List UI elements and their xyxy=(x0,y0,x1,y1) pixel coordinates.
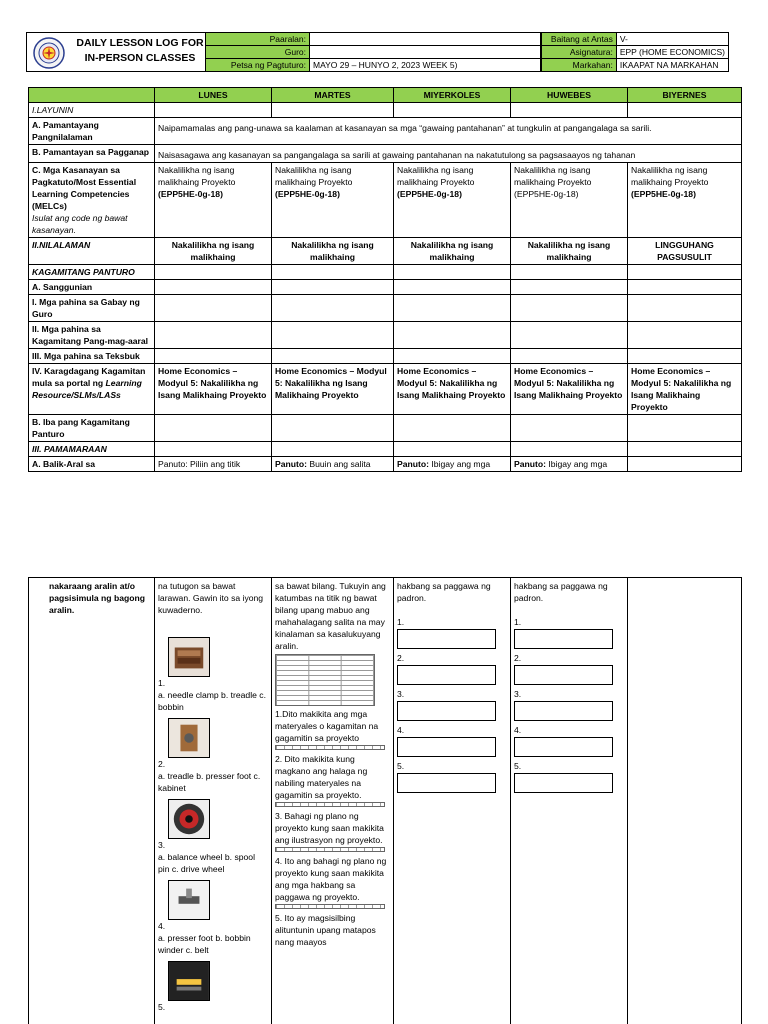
pamantayan-pagganap-text: Naisasagawa ang kasanayan sa pangangalaga sa sarili at gawaing pantahanan na nakatutulong sa pagsasaayos ng tahanan xyxy=(155,145,742,163)
asignatura-value: EPP (HOME ECONOMICS) xyxy=(616,46,728,59)
petsa-label: Petsa ng Pagtuturo: xyxy=(206,59,310,72)
kagamitan-label: KAGAMITANG PANTURO xyxy=(29,265,155,280)
kasanayan-code: (EPP5HE-0g-18) xyxy=(514,189,579,199)
guro-label: Guro: xyxy=(206,46,310,59)
miyerkoles-answer-box-5[interactable] xyxy=(397,773,496,793)
day-header-row xyxy=(29,88,742,103)
kasanayan-lunes xyxy=(155,163,272,238)
teksbuk-row xyxy=(29,349,742,364)
baitang-value: V- xyxy=(616,33,728,46)
panuto-word: Panuto: xyxy=(397,459,429,469)
kasanayan-code: (EPP5HE-0g-18) xyxy=(275,189,340,199)
huwebes-step-4-number: 4. xyxy=(514,725,522,735)
iba-pang-label: B. Iba pang Kagamitang Panturo xyxy=(29,415,155,442)
treadle-image-icon xyxy=(168,718,210,758)
nilalaman-label: II.NILALAMAN xyxy=(29,238,155,265)
answer-strip-2-icon xyxy=(275,802,385,807)
karagdagang-label-italic: Learning Resource/SLMs/LASs xyxy=(32,378,142,400)
guro-value xyxy=(310,46,541,59)
kasanayan-text: Nakalilikha ng isang malikhaing Proyekto xyxy=(275,165,353,187)
huwebes-answer-box-3[interactable] xyxy=(514,701,613,721)
answer-strip-1-icon xyxy=(275,745,385,750)
q1-number: 1. xyxy=(158,678,166,688)
panuto-word: Panuto: xyxy=(514,459,546,469)
martes-item-1: 1.Dito makikita ang mga materyales o kagamitan na gagamitin sa proyekto xyxy=(275,709,379,743)
layunin-row xyxy=(29,103,742,118)
balik-miyerkoles xyxy=(394,457,511,472)
biyernes-cell xyxy=(628,578,742,1024)
nilalaman-biyernes: LINGGUHANG PAGSUSULIT xyxy=(628,238,742,265)
petsa-value: MAYO 29 – HUNYO 2, 2023 WEEK 5) xyxy=(310,59,541,72)
panuto-text: Ibigay ang mga xyxy=(545,459,608,469)
day-header-huwebes: HUWEBES xyxy=(511,88,628,103)
balik-aral-row xyxy=(29,457,742,472)
title-line-1: DAILY LESSON LOG FOR xyxy=(76,37,204,49)
karagdagang-biyernes: Home Economics – Modyul 5: Nakalilikha ng Isang Malikhaing Proyekto xyxy=(628,364,742,415)
pamamaraan-label: III. PAMAMARAAN xyxy=(29,442,155,457)
day-header-lunes: LUNES xyxy=(155,88,272,103)
martes-puzzle-cell xyxy=(272,578,394,1024)
kasanayan-note: Isulat ang code ng bawat kasanayan. xyxy=(32,213,128,235)
balik-biyernes xyxy=(628,457,742,472)
balik-aral-label-cont: nakaraang aralin at/o pagsisimula ng bagong aralin. xyxy=(29,578,155,1024)
kasanayan-label-cell xyxy=(29,163,155,238)
kagamitang-mag-aaral-row xyxy=(29,322,742,349)
huwebes-step-3-number: 3. xyxy=(514,689,522,699)
pamantayan-pagganap-row xyxy=(29,145,742,163)
balik-martes xyxy=(272,457,394,472)
lesson-log-title xyxy=(73,36,207,66)
huwebes-answer-box-5[interactable] xyxy=(514,773,613,793)
needle-clamp-image-icon xyxy=(168,637,210,677)
kasanayan-text: Nakalilikha ng isang malikhaing Proyekto xyxy=(514,165,592,187)
sanggunian-label: A. Sanggunian xyxy=(29,280,155,295)
panuto-word: Panuto: xyxy=(275,459,307,469)
panuto-word: Panuto: xyxy=(158,459,188,469)
balik-aral-label: A. Balik-Aral sa xyxy=(29,457,155,472)
martes-item-3: 3. Bahagi ng plano ng proyekto kung saan makikita ang ilustrasyon ng proyekto. xyxy=(275,811,384,845)
kasanayan-huwebes xyxy=(511,163,628,238)
markahan-value: IKAAPAT NA MARKAHAN xyxy=(616,59,728,72)
teksbuk-label: III. Mga pahina sa Teksbuk xyxy=(29,349,155,364)
huwebes-steps-cell xyxy=(511,578,628,1024)
lesson-log-continued-table xyxy=(28,577,742,1024)
paaralan-value xyxy=(310,33,541,46)
huwebes-intro: hakbang sa paggawa ng padron. xyxy=(514,581,608,603)
huwebes-step-5-number: 5. xyxy=(514,761,522,771)
kasanayan-miyerkoles xyxy=(394,163,511,238)
iba-pang-row xyxy=(29,415,742,442)
huwebes-step-2-number: 2. xyxy=(514,653,522,663)
balik-lunes xyxy=(155,457,272,472)
kasanayan-text: Nakalilikha ng isang malikhaing Proyekto xyxy=(397,165,475,187)
kasanayan-code: (EPP5HE-0g-18) xyxy=(397,189,462,199)
miyerkoles-step-5-number: 5. xyxy=(397,761,405,771)
miyerkoles-step-2-number: 2. xyxy=(397,653,405,663)
kasanayan-code: (EPP5HE-0g-18) xyxy=(158,189,223,199)
miyerkoles-answer-box-2[interactable] xyxy=(397,665,496,685)
kagamitang-mag-aaral-label: II. Mga pahina sa Kagamitang Pang-mag-aaral xyxy=(29,322,155,349)
pamantayan-pagganap-label: B. Pamantayan sa Pagganap xyxy=(29,145,155,163)
miyerkoles-step-3-number: 3. xyxy=(397,689,405,699)
panuto-text: Ibigay ang mga xyxy=(428,459,491,469)
day-header-miyerkoles: MIYERKOLES xyxy=(394,88,511,103)
nilalaman-martes: Nakalilikha ng isang malikhaing xyxy=(272,238,394,265)
nilalaman-huwebes: Nakalilikha ng isang malikhaing xyxy=(511,238,628,265)
miyerkoles-steps-cell xyxy=(394,578,511,1024)
markahan-label: Markahan: xyxy=(542,59,617,72)
panuto-text: Piliin ang titik xyxy=(187,459,241,469)
q4-choices: a. presser foot b. bobbin winder c. belt xyxy=(158,933,251,955)
panuto-text: Buuin ang salita xyxy=(306,459,371,469)
kagamitan-row xyxy=(29,265,742,280)
day-header-blank xyxy=(29,88,155,103)
karagdagang-miyerkoles: Home Economics – Modyul 5: Nakalilikha ng Isang Malikhaing Proyekto xyxy=(394,364,511,415)
kasanayan-text: Nakalilikha ng isang malikhaing Proyekto xyxy=(631,165,709,187)
martes-intro: sa bawat bilang. Tukuyin ang katumbas na titik ng bawat bilang upang mabuo ang mahahalagang salita na may kinalaman sa kasalukuyang aralin. xyxy=(275,581,386,651)
karagdagang-martes: Home Economics – Modyul 5: Nakalilikha ng Isang Malikhaing Proyekto xyxy=(272,364,394,415)
martes-item-4: 4. Ito ang bahagi ng plano ng proyekto kung saan makikita ang mga hakbang sa paggawa ng proyekto. xyxy=(275,856,387,902)
q3-number: 3. xyxy=(158,840,166,850)
bobbin-winder-image-icon xyxy=(168,961,210,1001)
pamantayang-nilalaman-row xyxy=(29,118,742,145)
balance-wheel-image-icon xyxy=(168,799,210,839)
miyerkoles-answer-box-1[interactable] xyxy=(397,629,496,649)
pamamaraan-row xyxy=(29,442,742,457)
miyerkoles-intro: hakbang sa paggawa ng padron. xyxy=(397,581,491,603)
header-title-box xyxy=(26,32,206,72)
baitang-label: Baitang at Antas xyxy=(542,33,617,46)
kasanayan-label: C. Mga Kasanayan sa Pagkatuto/Most Essential Learning Competencies (MELCs) xyxy=(32,165,137,211)
q2-choices: a. treadle b. presser foot c. kabinet xyxy=(158,771,261,793)
martes-item-5: 5. Ito ay magsisilbing alituntunin upang matapos nang maayos xyxy=(275,913,376,947)
letter-code-grid-icon xyxy=(275,654,375,706)
nilalaman-row xyxy=(29,238,742,265)
kasanayan-text: Nakalilikha ng isang malikhaing Proyekto xyxy=(158,165,236,187)
huwebes-answer-box-1[interactable] xyxy=(514,629,613,649)
lesson-log-table xyxy=(28,87,742,472)
karagdagang-label-cell xyxy=(29,364,155,415)
kasanayan-martes xyxy=(272,163,394,238)
q1-choices: a. needle clamp b. treadle c. bobbin xyxy=(158,690,266,712)
miyerkoles-answer-box-4[interactable] xyxy=(397,737,496,757)
martes-item-2: 2. Dito makikita kung magkano ang halaga ng nabiling materyales na gagamitin sa proyekto. xyxy=(275,754,368,800)
day-header-biyernes: BIYERNES xyxy=(628,88,742,103)
asignatura-label: Asignatura: xyxy=(542,46,617,59)
kasanayan-row xyxy=(29,163,742,238)
title-line-2: IN-PERSON CLASSES xyxy=(84,52,196,64)
deped-seal-icon xyxy=(33,37,65,69)
miyerkoles-step-1-number: 1. xyxy=(397,617,405,627)
pamantayang-nilalaman-label: A. Pamantayang Pangnilalaman xyxy=(29,118,155,145)
huwebes-step-1-number: 1. xyxy=(514,617,522,627)
huwebes-answer-box-2[interactable] xyxy=(514,665,613,685)
layunin-label: I.LAYUNIN xyxy=(29,103,155,118)
q5-number: 5. xyxy=(158,1002,166,1012)
answer-strip-3-icon xyxy=(275,847,385,852)
header-class-table xyxy=(541,32,729,72)
karagdagang-lunes: Home Economics – Modyul 5: Nakalilikha ng Isang Malikhaing Proyekto xyxy=(155,364,272,415)
q2-number: 2. xyxy=(158,759,166,769)
karagdagang-label: IV. Karagdagang Kagamitan mula sa portal ng xyxy=(32,366,146,388)
balik-aral-continued-row xyxy=(29,578,742,1024)
pamantayang-nilalaman-text: Naipamamalas ang pang-unawa sa kaalaman at kasanayan sa mga “gawaing pantahanan” at tungkulin at pangangalaga sa sarili. xyxy=(155,118,742,145)
huwebes-answer-box-4[interactable] xyxy=(514,737,613,757)
lunes-intro: na tutugon sa bawat larawan. Gawin ito sa iyong kuwaderno. xyxy=(158,581,264,615)
lunes-quiz-cell xyxy=(155,578,272,1024)
sanggunian-row xyxy=(29,280,742,295)
answer-strip-4-icon xyxy=(275,904,385,909)
karagdagang-row xyxy=(29,364,742,415)
miyerkoles-step-4-number: 4. xyxy=(397,725,405,735)
q4-number: 4. xyxy=(158,921,166,931)
gabay-row xyxy=(29,295,742,322)
miyerkoles-answer-box-3[interactable] xyxy=(397,701,496,721)
kasanayan-biyernes xyxy=(628,163,742,238)
paaralan-label: Paaralan: xyxy=(206,33,310,46)
balik-huwebes xyxy=(511,457,628,472)
karagdagang-huwebes: Home Economics – Modyul 5: Nakalilikha ng Isang Malikhaing Proyekto xyxy=(511,364,628,415)
nilalaman-miyerkoles: Nakalilikha ng isang malikhaing xyxy=(394,238,511,265)
day-header-martes: MARTES xyxy=(272,88,394,103)
nilalaman-lunes: Nakalilikha ng isang malikhaing xyxy=(155,238,272,265)
gabay-label: I. Mga pahina sa Gabay ng Guro xyxy=(29,295,155,322)
presser-foot-image-icon xyxy=(168,880,210,920)
header-info-table xyxy=(205,32,541,72)
kasanayan-code: (EPP5HE-0g-18) xyxy=(631,189,696,199)
q3-choices: a. balance wheel b. spool pin c. drive wheel xyxy=(158,852,255,874)
